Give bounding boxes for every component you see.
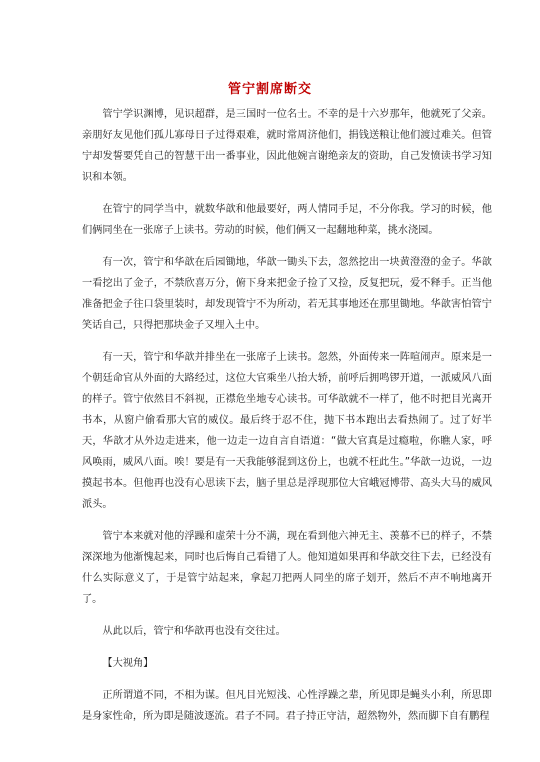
paragraph-official: 有一天，管宁和华歆并排坐在一张席子上读书。忽然，外面传来一阵喧闹声。原来是一个朝廷命官从外面的大路经过，这位大官乘坐八抬大轿，前呼后拥鸣锣开道，一派威风八面的样子。管宁依然目不斜视，正襟危坐地专心读书。可华歆就不一样了，他不时把目光离开书本，从窗户偷看那大官的威仪。最后终于忍不住，抛下书本跑出去看热闹了。过了好半天，华歆才从外边走进来，他一边走一边自言自语道：“做大官真是过瘾啦，你瞧人家，呼风唤雨，威风八面。唉！要是有一天我能够混到这份上，也就不枉此生。”华歆一边说，一边摸起书本。但他再也没有心思读下去，脑子里总是浮现那位大官峨冠博带、高头大马的威风派头。	[82, 352, 492, 510]
paragraph-cut-mat: 管宁本来就对他的浮躁和虚荣十分不满，现在看到他六神无主、羡慕不已的样子，不禁深深地为他渐愧起来，同时也后悔自己看错了人。他知道如果再和华歆交往下去，已经没有什么实际意义了，于是管宁站起来，拿起刀把两人同坐的席子划开，然后不声不响地离开了。	[82, 531, 492, 605]
document-body	[82, 104, 492, 738]
paragraph-intro: 管宁学识渊博，见识超群，是三国时一位名士。不幸的是十六岁那年，他就死了父亲。亲朋好友见他们孤儿寡母日子过得艰难，就时常周济他们，捐钱送粮让他们渡过难关。但管宁却发誓要凭自己的智慧干出一番事业，因此他婉言谢绝亲友的资助，自己发愤读书学习知识和本领。	[82, 109, 492, 183]
section-heading: 【大视角】	[102, 658, 154, 669]
document-title: 管宁割席断交	[227, 82, 312, 97]
paragraph-commentary: 正所谓道不同，不相为谋。但凡目光短浅、心性浮躁之辈，所见即是蝇头小利，所思即是身家性命，所为即是随波逐流。君子不同。君子持正守洁，超然物外，然而脚下自有鹏程	[82, 690, 492, 722]
paragraph-aftermath: 从此以后，管宁和华歆再也没有交往过。	[102, 626, 286, 637]
paragraph-friendship: 在管宁的同学当中，就数华歆和他最要好，两人情同手足，不分你我。学习的时候，他们俩同坐在一张席子上读书。劳动的时候，他们俩又一起翻地种菜，挑水浇园。	[82, 204, 492, 236]
paragraph-gold: 有一次，管宁和华歆在后园锄地，华歆一锄头下去，忽然挖出一块黄澄澄的金子。华歆一看挖出了金子，不禁欣喜万分，俯下身来把金子捡了又捡，反复把玩，爱不释手。正当他准备把金子往口袋里装时，却发现管宁不为所动，若无其事地还在那里锄地。华歆害怕管宁笑话自己，只得把那块金子又埋入土中。	[82, 257, 492, 331]
